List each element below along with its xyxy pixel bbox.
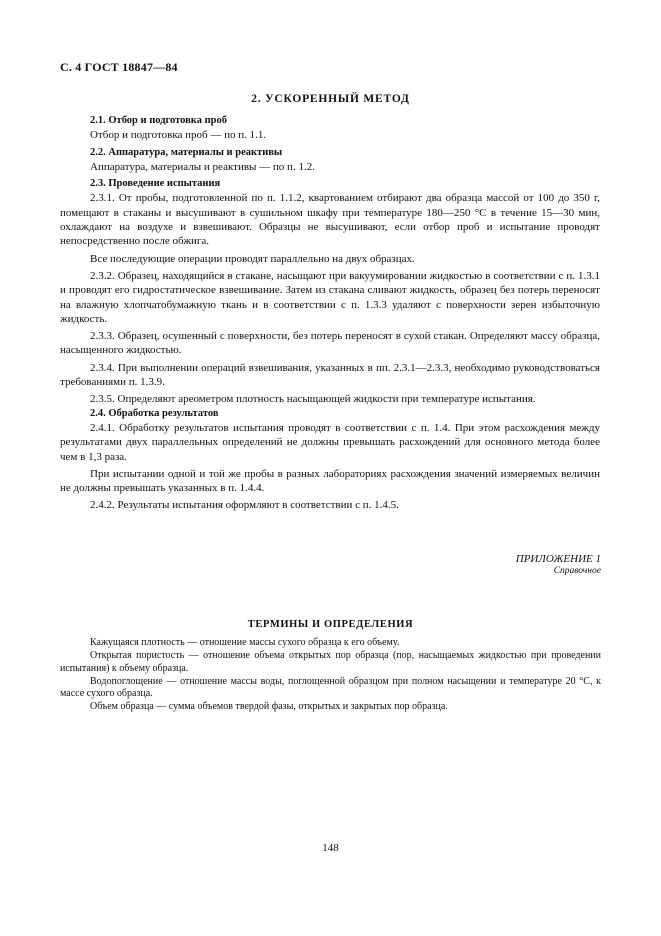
page-number: 148: [322, 842, 339, 854]
paragraph-2-4-1-note: При испытании одной и той же пробы в разных лабораториях расхождения значений измеряемых величин не должны превышать указанных в п. 1.4.4.: [60, 467, 600, 495]
appendix-label: ПРИЛОЖЕНИЕ 1: [515, 553, 601, 565]
term-definition: Объем образца — сумма объемов твердой фазы, открытых и закрытых пор образца.: [90, 701, 448, 713]
paragraph-2-4-2: 2.4.2. Результаты испытания оформляют в соответствии с п. 1.4.5.: [90, 499, 399, 512]
paragraph-2-3-1-note: Все последующие операции проводят параллельно на двух образцах.: [90, 252, 415, 265]
section-body: [60, 114, 600, 513]
section-title: 2. УСКОРЕННЫЙ МЕТОД: [251, 93, 410, 105]
subsection-heading-2-4: 2.4. Обработка результатов: [90, 407, 219, 419]
term-definition: Кажущаяся плотность — отношение массы сухого образца к его объему.: [90, 637, 400, 648]
appendix-title: ТЕРМИНЫ И ОПРЕДЕЛЕНИЯ: [247, 619, 414, 630]
appendix-note: Справочное: [553, 566, 601, 576]
paragraph-2-3-4: 2.3.4. При выполнении операций взвешивания, указанных в пп. 2.3.1—2.3.3, необходимо руководствоваться требованиями п. 1.3.9.: [60, 361, 600, 389]
paragraph-2-3-3: 2.3.3. Образец, осушенный с поверхности, без потерь переносят в сухой стакан. Определяют массу образца, насыщенного жидкостью.: [60, 330, 600, 357]
subsection-heading-2-1: 2.1. Отбор и подготовка проб: [90, 115, 227, 126]
running-header: С. 4 ГОСТ 18847—84: [60, 60, 178, 74]
term-definition: Открытая пористость — отношение объема открытых пор образца (пор, насыщаемых жидкостью при проведении испытания) к объему образца.: [60, 650, 601, 674]
paragraph-2-1: Отбор и подготовка проб — по п. 1.1.: [90, 129, 267, 142]
paragraph-2-3-1: 2.3.1. От пробы, подготовленной по п. 1.1.2, квартованием отбирают два образца массой от 100 до 350 г, помещают в стаканы и высушивают в сушильном шкафу при температуре 180—250 °С в течение 15—30 мин, охлаждают на воздухе и взвешивают. Образцы не высушивают, если отбор проб и испытание проводят непосредственно после обжига.: [60, 192, 600, 248]
subsection-heading-2-3: 2.3. Проведение испытания: [90, 178, 221, 190]
paragraph-2-4-1: 2.4.1. Обработку результатов испытания проводят в соответствии с п. 1.4. При этом расхождения между результатами двух параллельных определений не должны превышать расхождений для основного метода более чем в 1,3 раза.: [60, 421, 600, 463]
appendix-label-block: [516, 553, 601, 577]
paragraph-2-3-2: 2.3.2. Образец, находящийся в стакане, насыщают при вакуумировании жидкостью в соответствии с п. 1.3.1 и проводят его гидростатическое взвешивание. Затем из стакана сливают жидкость, образец без потерь переносят на влажную хлопчатобумажную ткань и в соответствии с п. 1.3.3 удаляют с поверхности зерен избыточную жидкость.: [60, 269, 600, 325]
term-definition: Водопоглощение — отношение массы воды, поглощенной образцом при полном насыщении и температуре 20 °С, к массе сухого образца.: [60, 675, 601, 700]
paragraph-2-2: Аппаратура, материалы и реактивы — по п. 1.2.: [90, 160, 315, 173]
terms-list: [60, 637, 601, 715]
subsection-heading-2-2: 2.2. Аппаратура, материалы и реактивы: [90, 146, 283, 158]
paragraph-2-3-5: 2.3.5. Определяют ареометром плотность насыщающей жидкости при температуре испытания.: [90, 393, 536, 406]
